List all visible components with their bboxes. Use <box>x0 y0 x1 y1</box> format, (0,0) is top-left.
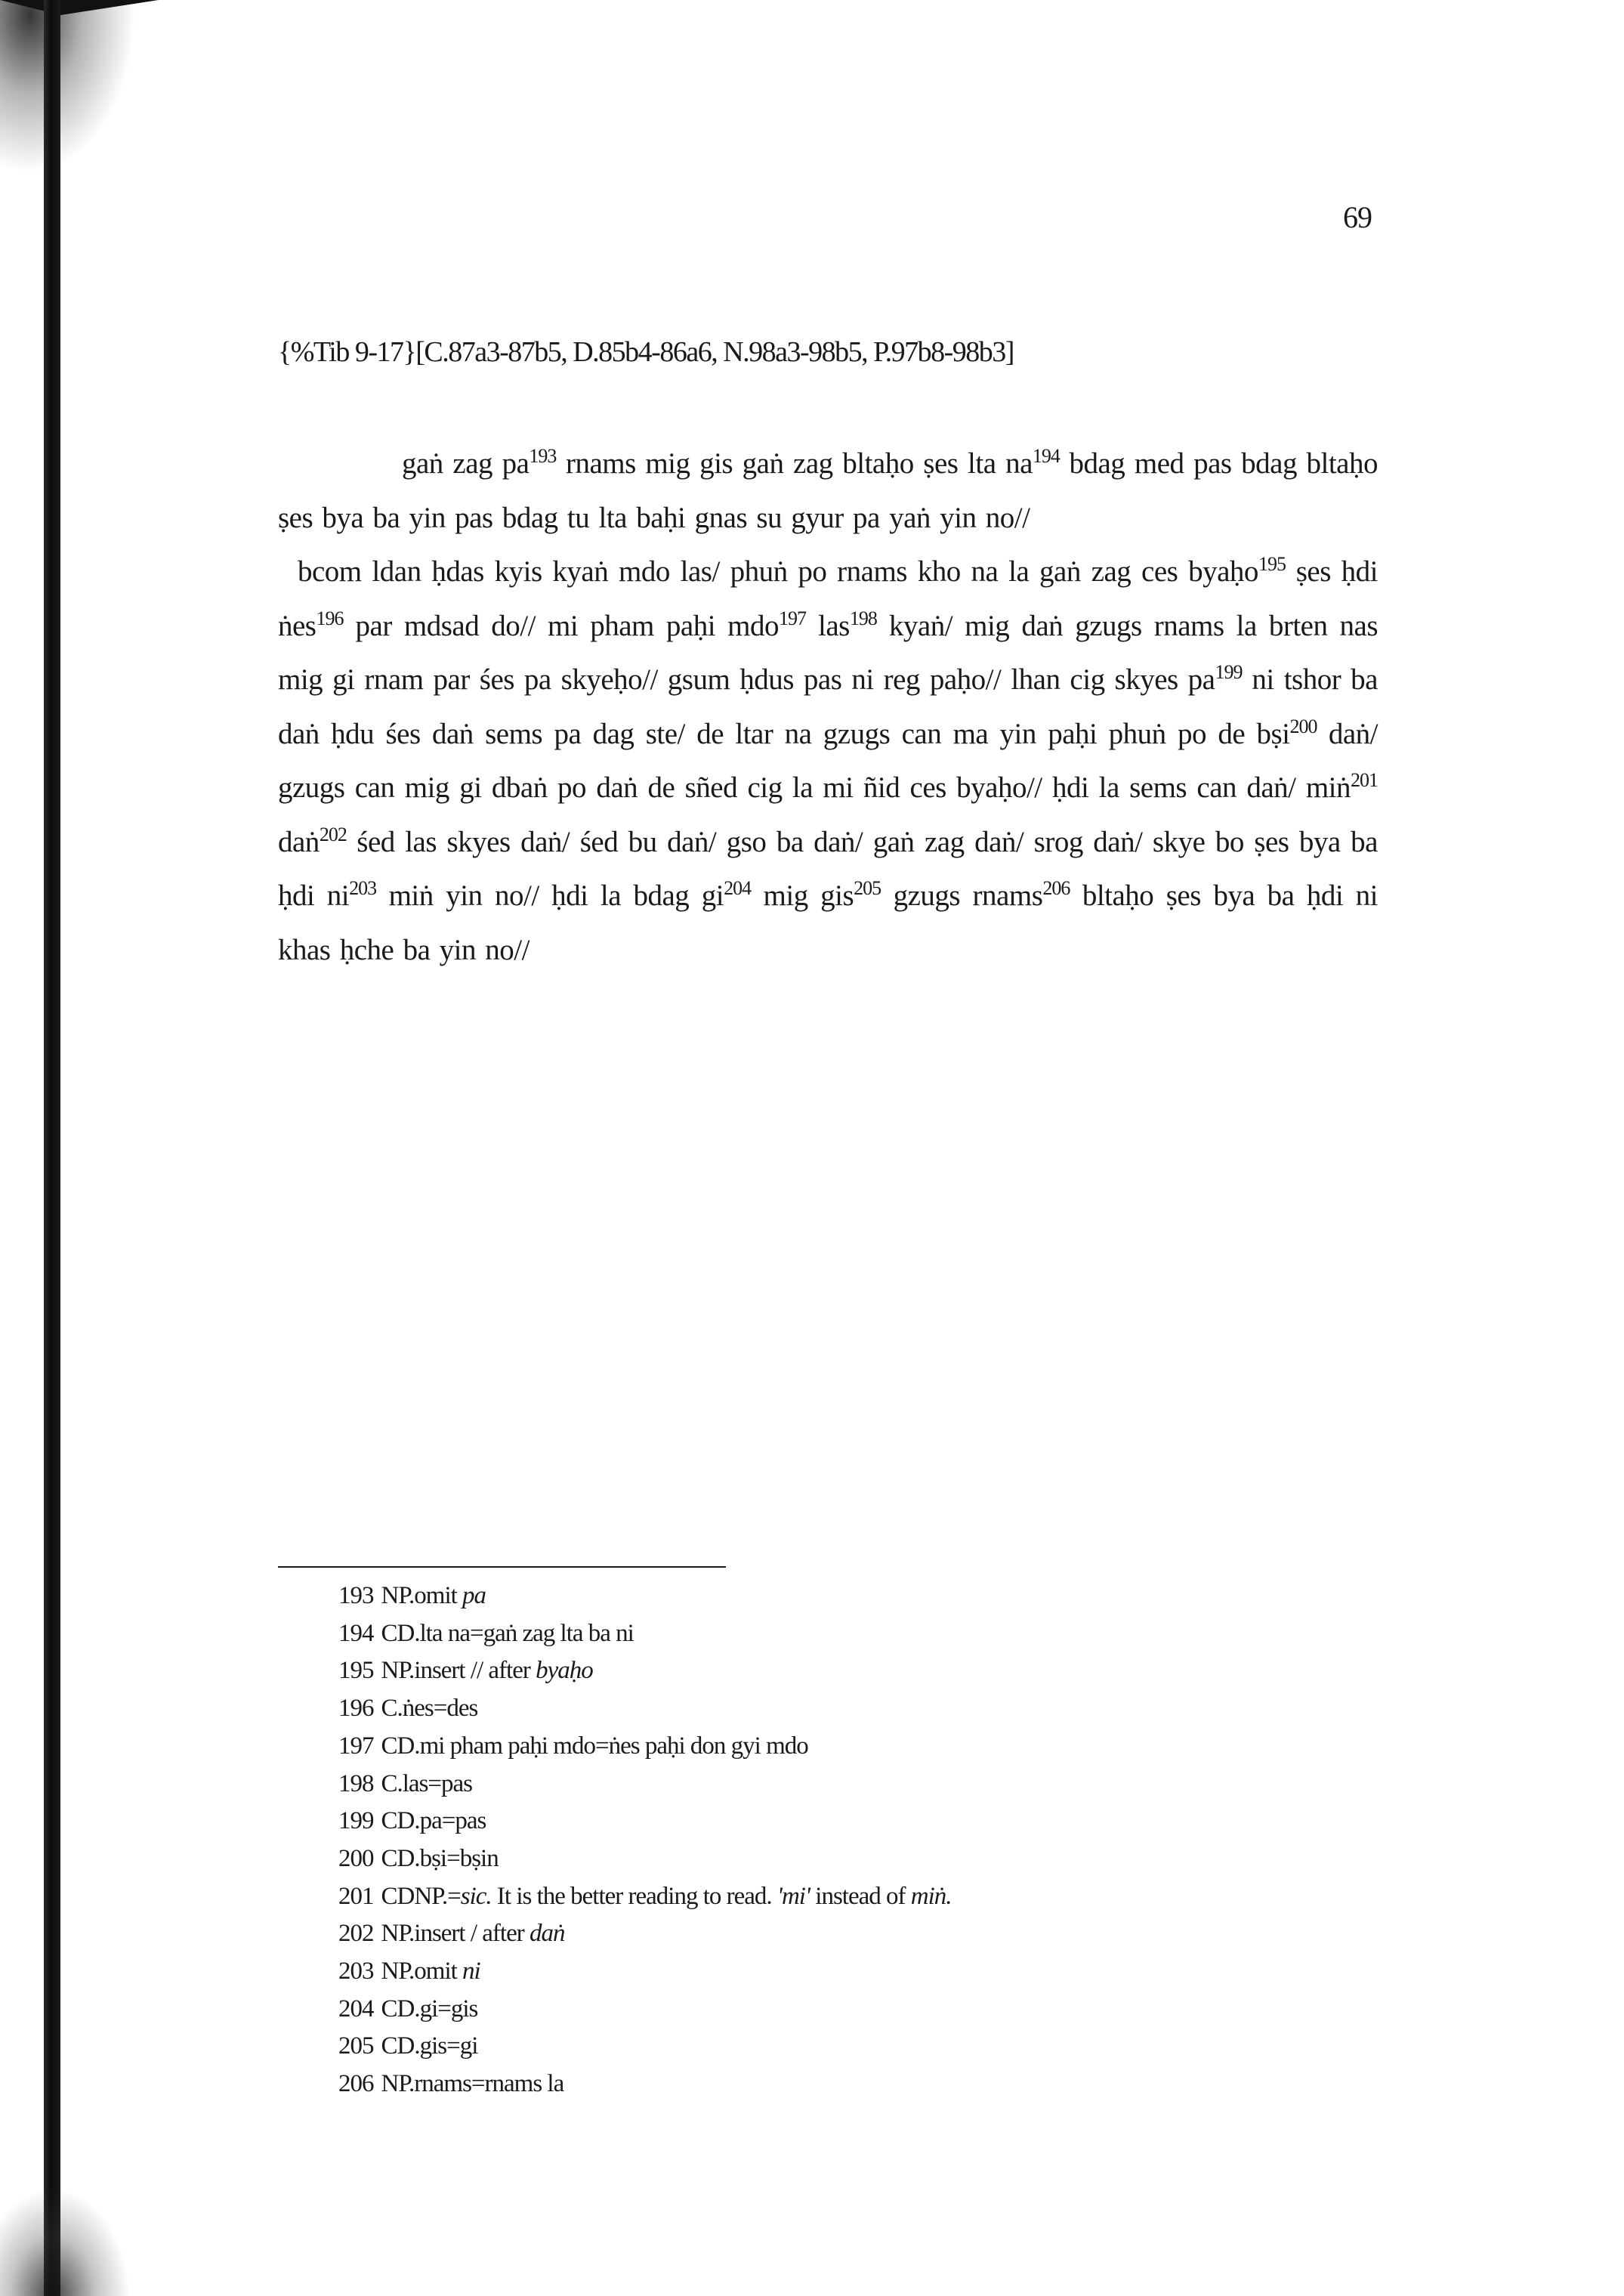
footnotes <box>338 1578 1320 2103</box>
footnote-text: NP.omit <box>381 1958 463 1985</box>
footnote-marker: 201 <box>1351 769 1378 791</box>
footnote <box>338 1953 1320 1991</box>
footnote-text: NP.insert // after <box>381 1657 536 1685</box>
footnote-text: CD.bṣi=bṣin <box>381 1844 499 1872</box>
footnote-text: CD.mi pham paḥi mdo=ṅes paḥi don gyi mdo <box>381 1732 808 1760</box>
source-reference: {%Tib 9-17}[C.87a3-87b5, D.85b4-86a6, N.98a3-98b5, P.97b8-98b3] <box>278 336 1014 368</box>
text-run: gzugs rnams <box>881 879 1043 912</box>
footnote-marker: 206 <box>1042 877 1070 899</box>
footnote-text: CD.gi=gis <box>381 1995 478 2023</box>
footnote-text: C.las=pas <box>381 1769 473 1797</box>
text-run: gaṅ zag pa <box>402 447 529 480</box>
footnote-marker: 193 <box>529 445 557 467</box>
footnote-number: 197 <box>338 1732 374 1760</box>
text-run: bdag med pas bdag bltaḥo ṣes bya ba yin pas bdag tu lta baḥi gnas su gyur pa yaṅ yin no// <box>278 447 1378 534</box>
text-run: las <box>805 609 850 642</box>
footnote-text: CD.pa=pas <box>381 1807 486 1835</box>
footnote <box>338 1803 1320 1840</box>
footnote-marker: 194 <box>1032 445 1060 467</box>
footnote-number: 206 <box>338 2070 374 2098</box>
footnote-marker: 205 <box>854 877 881 899</box>
footnote <box>338 2028 1320 2066</box>
footnote-marker: 197 <box>778 607 806 629</box>
footnote-number: 202 <box>338 1920 374 1948</box>
main-text <box>278 437 1378 977</box>
footnote-number: 205 <box>338 2032 374 2060</box>
footnote-number: 193 <box>338 1582 374 1609</box>
footnote-text: C.ṅes=des <box>381 1695 478 1723</box>
footnote-number: 195 <box>338 1657 374 1685</box>
footnote <box>338 1578 1320 1615</box>
text-run: daṅ <box>278 825 320 858</box>
footnote <box>338 1766 1320 1803</box>
text-run: mig gis <box>751 879 854 912</box>
text-run: par mdsad do// mi pham paḥi mdo <box>343 609 779 642</box>
footnote-number: 198 <box>338 1769 374 1797</box>
paragraph <box>278 437 1378 545</box>
footnote-marker: 200 <box>1289 715 1317 737</box>
page-number: 69 <box>1343 200 1372 234</box>
footnote <box>338 1915 1320 1953</box>
paragraph <box>278 545 1378 977</box>
footnote <box>338 1728 1320 1766</box>
footnote <box>338 1878 1320 1916</box>
footnote-number: 196 <box>338 1695 374 1723</box>
footnote-text: CD.lta na=gaṅ zag lta ba ni <box>381 1619 634 1647</box>
binding-shadow-bottom <box>0 2191 128 2296</box>
footnote-text: NP.insert / after <box>381 1920 529 1948</box>
text-run: bltaḥo ṣes bya ba ḥdi ni khas ḥche ba yin no// <box>278 879 1379 966</box>
footnote-text: CDNP.= <box>381 1882 461 1910</box>
binding-corner-top <box>0 0 159 15</box>
footnote-emphasis: pa <box>462 1582 486 1609</box>
footnote-emphasis: miṅ. <box>910 1882 952 1910</box>
binding-edge <box>44 0 60 2296</box>
text-run: śed las skyes daṅ/ śed bu daṅ/ gso ba daṅ/ gaṅ zag daṅ/ srog daṅ/ skye bo ṣes bya ba ḥdi ni <box>278 825 1378 912</box>
footnote-marker: 195 <box>1258 553 1286 575</box>
footnote-text: NP.rnams=rnams la <box>381 2070 564 2098</box>
footnote-number: 194 <box>338 1619 374 1647</box>
footnote-number: 203 <box>338 1958 374 1985</box>
footnote <box>338 1690 1320 1728</box>
text-run: ni tshor ba daṅ ḥdu śes daṅ sems pa dag ste/ de ltar na gzugs can ma yin paḥi phuṅ po de bṣi <box>278 663 1378 750</box>
text-run: miṅ yin no// ḥdi la bdag gi <box>376 879 724 912</box>
text-run: kyaṅ/ mig daṅ gzugs rnams la brten nas mig gi rnam par śes pa skyeḥo// gsum ḥdus pas ni reg paḥo// lhan cig skyes pa <box>278 609 1379 696</box>
binding-shadow-top <box>0 0 136 174</box>
footnote-number: 204 <box>338 1995 374 2023</box>
footnote-marker: 202 <box>319 823 347 845</box>
text-run: daṅ/ gzugs can mig gi dbaṅ po daṅ de sñed cig la mi ñid ces byaḥo// ḥdi la sems can daṅ/ miṅ <box>278 717 1378 804</box>
footnote-text: CD.gis=gi <box>381 2032 478 2060</box>
footnote <box>338 1991 1320 2029</box>
footnote-divider <box>278 1566 726 1568</box>
footnote-emphasis: daṅ <box>529 1920 565 1948</box>
footnote <box>338 1652 1320 1690</box>
footnote-number: 199 <box>338 1807 374 1835</box>
footnote-marker: 199 <box>1215 661 1243 683</box>
text-run: rnams mig gis gaṅ zag bltaḥo ṣes lta na <box>556 447 1033 480</box>
footnote-emphasis: 'mi' <box>776 1882 810 1910</box>
footnote <box>338 2066 1320 2103</box>
footnote-text: NP.omit <box>381 1582 463 1609</box>
footnote-text: It is the better reading to read. <box>491 1882 777 1910</box>
footnote-marker: 204 <box>724 877 752 899</box>
footnote-marker: 196 <box>316 607 344 629</box>
footnote-emphasis: ni <box>462 1958 480 1985</box>
footnote-number: 201 <box>338 1882 374 1910</box>
footnote-emphasis: sic. <box>460 1882 492 1910</box>
footnote <box>338 1840 1320 1878</box>
text-run: bcom ldan ḥdas kyis kyaṅ mdo las/ phuṅ po rnams kho na la gaṅ zag ces byaḥo <box>298 555 1258 588</box>
footnote <box>338 1615 1320 1653</box>
footnote-number: 200 <box>338 1844 374 1872</box>
footnote-text: instead of <box>810 1882 911 1910</box>
footnote-emphasis: byaḥo <box>536 1657 593 1685</box>
footnote-marker: 198 <box>849 607 877 629</box>
text-run: ṣes ḥdi ṅes <box>278 555 1379 642</box>
footnote-marker: 203 <box>349 877 377 899</box>
